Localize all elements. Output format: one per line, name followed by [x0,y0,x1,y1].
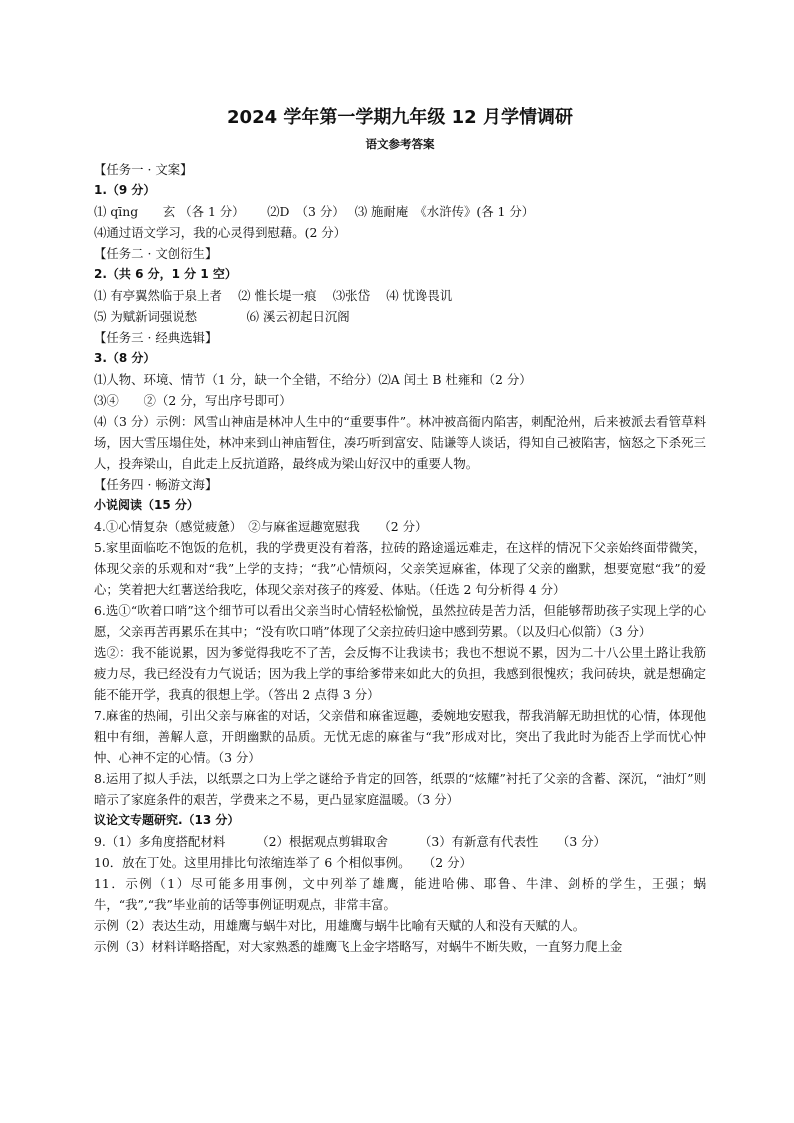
question-1-answer-a: ⑴ qīng 玄 （各 1 分） ⑵D （3 分） ⑶ 施耐庵 《水浒传》(各 1 分） [94,204,535,219]
question-1-answer-b: ⑷通过语文学习，我的心灵得到慰藉。(2 分） [94,225,347,240]
document-title: 2024 学年第一学期九年级 12 月学情调研 [227,107,573,128]
question-6-answer-b: 选②：我不能说累，因为爹觉得我吃不了苦，会反悔不让我读书；我也不想说不累，因为二十八公里土路让我筋疲力尽，我已经没有力气说话；因为我上学的事给爹带来如此大的负担，我感到很愧疚；我问砖块，就是想确定能不能开学，我真的很想上学。（答出 2 点得 3 分） [94,645,706,702]
question-10-answer: 10．放在丁处。这里用排比句浓缩连举了 6 个相似事例。 （2 分） [94,855,472,870]
question-9-answer: 9.（1）多角度搭配材料 （2）根据观点剪辑取舍 （3）有新意有代表性 （3 分） [94,834,606,849]
task-three-heading: 【任务三 · 经典选辑】 [94,330,218,345]
question-4-answer: 4.①心情复杂（感觉疲惫） ②与麻雀逗趣宽慰我 （2 分） [94,519,428,534]
question-11-example-2: 示例（2）表达生动，用雄鹰与蜗牛对比，用雄鹰与蜗牛比喻有天赋的人和没有天赋的人。 [94,918,586,933]
task-one-heading: 【任务一 · 文案】 [94,162,193,177]
question-3-answer-a: ⑴人物、环境、情节（1 分，缺一个全错，不给分）⑵A 闰土 B 杜雍和（2 分） [94,372,532,387]
question-2-answer-a: ⑴ 有亭翼然临于泉上者 ⑵ 惟长堤一痕 ⑶张岱 ⑷ 忧谗畏讥 [94,288,453,303]
question-3-answer-b: ⑶④ ②（2 分，写出序号即可） [94,393,292,408]
question-5-answer: 5.家里面临吃不饱饭的危机，我的学费更没有着落，拉砖的路途遥远难走，在这样的情况下父亲始终面带微笑，体现父亲的乐观和对“我”上学的支持；“我”心情烦闷，父亲笑逗麻雀，体现了父亲的幽默，想要宽慰“我”的爱心；笑着把大红薯送给我吃，体现父亲对孩子的疼爱、体贴。（任选 2 句分析得 4 分） [94,540,706,597]
argument-study-heading: 议论文专题研究.（13 分） [94,813,240,827]
question-7-answer: 7.麻雀的热闹，引出父亲与麻雀的对话，父亲借和麻雀逗趣，委婉地安慰我，帮我消解无助担忧的心情，体现他粗中有细，善解人意，开朗幽默的品质。无忧无虑的麻雀与“我”形成对比，突出了我此时为能否上学而忧心忡忡、心神不定的心情。（3 分） [94,708,706,765]
question-8-answer: 8.运用了拟人手法，以纸票之口为上学之谜给予肯定的回答，纸票的“炫耀”衬托了父亲的含蓄、深沉，“油灯”则暗示了家庭条件的艰苦，学费来之不易，更凸显家庭温暖。（3 分） [94,771,706,807]
question-11-example-1: 11．示例（1）尽可能多用事例，文中列举了雄鹰，能进哈佛、耶鲁、牛津、剑桥的学生，王强；蜗牛，“我”,“我”毕业前的话等事例证明观点，非常丰富。 [94,876,706,912]
question-1-heading: 1.（9 分） [94,183,156,197]
question-2-heading: 2.（共 6 分，1 分 1 空） [94,267,237,281]
task-two-heading: 【任务二 · 文创衍生】 [94,246,218,261]
question-11-example-3: 示例（3）材料详略搭配，对大家熟悉的雄鹰飞上金字塔略写，对蜗牛不断失败，一直努力爬上金 [94,939,623,954]
question-3-answer-c: ⑷（3 分）示例：风雪山神庙是林冲人生中的“重要事件”。林冲被高衙内陷害，刺配沧州，后来被派去看管草料场，因大雪压塌住处，林冲来到山神庙暂住，凑巧听到富安、陆谦等人谈话，得知自己被陷害，恼怒之下杀死三人，投奔梁山，自此走上反抗道路，最终成为梁山好汉中的重要人物。 [94,414,706,471]
question-3-heading: 3.（8 分） [94,351,156,365]
question-6-answer-a: 6.选①“吹着口哨”这个细节可以看出父亲当时心情轻松愉悦，虽然拉砖是苦力活，但能够帮助孩子实现上学的心愿，父亲再苦再累乐在其中；“没有吹口哨”体现了父亲拉砖归途中感到劳累。（以及归心似箭）（3 分） [94,603,706,639]
novel-reading-heading: 小说阅读（15 分） [94,498,199,512]
answer-document [94,104,706,957]
question-2-answer-b: ⑸ 为赋新词强说愁 ⑹ 溪云初起日沉阁 [94,309,350,324]
task-four-heading: 【任务四 · 畅游文海】 [94,477,218,492]
document-subtitle: 语文参考答案 [365,137,435,151]
